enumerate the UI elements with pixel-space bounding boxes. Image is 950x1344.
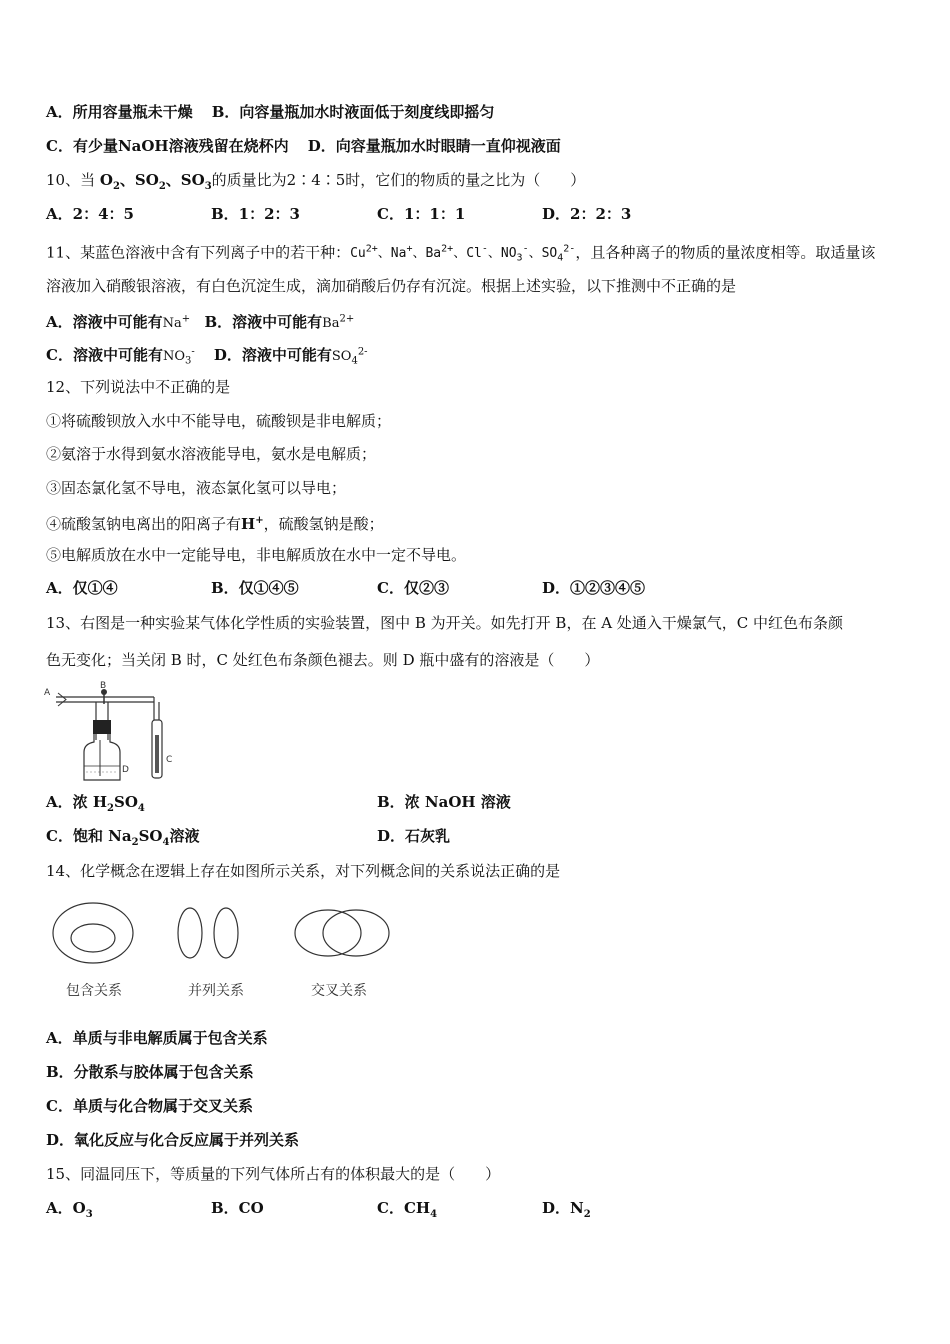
q9-option-b: B．向容量瓶加水时液面低于刻度线即摇匀 <box>211 103 495 121</box>
q14-option-b: B．分散系与胶体属于包含关系 <box>46 1063 254 1081</box>
q11-options-row-1 <box>46 310 354 334</box>
q11-option-b: B．溶液中可能有$Ba^{2+}$ <box>204 313 355 332</box>
q11-stem-pre: 11、某蓝色溶液中含有下列离子中的若干种： <box>46 243 351 262</box>
q9-options-row-1 <box>46 102 494 122</box>
q12-item-3: ③固态氯化氢不导电，液态氯化氢可以导电； <box>46 479 347 497</box>
q10-option-b: B．1：2：3 <box>211 205 300 223</box>
q10-stem-text: 的质量比为2∶4∶5时，它们的物质的量之比为（ ） <box>211 171 586 189</box>
q9-option-d: D．向容量瓶加水时眼睛一直仰视液面 <box>307 137 561 155</box>
q13-label-d: D <box>122 765 129 775</box>
q14-caption-inclusion: 包含关系 <box>66 983 122 999</box>
q13-stem-line-1: 13、右图是一种实验某气体化学性质的实验装置，图中 B 为开关。如先打开 B，在 A 处通入干燥氯气，C 中红色布条颜 <box>46 614 844 632</box>
q12-option-c: C．仅②③ <box>377 579 449 597</box>
q13-label-a: A <box>44 688 51 698</box>
q10-option-c: C．1：1：1 <box>377 205 466 223</box>
q15-option-a: A．$O_3$ <box>46 1199 93 1220</box>
q13-stem-line-2: 色无变化；当关闭 B 时，C 处红色布条颜色褪去。则 D 瓶中盛有的溶液是（ ） <box>46 651 600 669</box>
q11-stem-line-2: 溶液加入硝酸银溶液，有白色沉淀生成，滴加硝酸后仍存有沉淀。根据上述实验，以下推测中不正确的是 <box>46 277 737 295</box>
q14-caption-parallel: 并列关系 <box>188 983 244 999</box>
q14-caption-intersection: 交叉关系 <box>311 983 367 999</box>
q11-options-row-2 <box>46 343 368 372</box>
q11-option-c: C．溶液中可能有$NO_3^-$ <box>46 346 195 367</box>
q11-stem-line-1 <box>46 240 875 269</box>
q15-option-b: B．CO <box>211 1199 264 1217</box>
q14-stem: 14、化学概念在逻辑上存在如图所示关系，对下列概念间的关系说法正确的是 <box>46 862 561 880</box>
q13-option-a: A．浓 $H_2SO_4$ <box>46 793 145 814</box>
q14-option-c: C．单质与化合物属于交叉关系 <box>46 1097 253 1115</box>
q12-stem: 12、下列说法中不正确的是 <box>46 378 231 396</box>
q12-option-a: A．仅①④ <box>46 579 118 597</box>
q15-option-d: D．$N_2$ <box>542 1199 591 1220</box>
q12-item-1: ①将硫酸钡放入水中不能导电，硫酸钡是非电解质； <box>46 412 392 430</box>
q13-apparatus-figure <box>44 680 184 785</box>
q11-option-a: A．溶液中可能有Na+ <box>46 313 191 332</box>
q9-option-a: A．所用容量瓶未干燥 <box>46 103 193 121</box>
q10-option-d: D．2：2：3 <box>542 205 632 223</box>
q14-option-d: D．氧化反应与化合反应属于并列关系 <box>46 1131 300 1149</box>
q12-option-b: B．仅①④⑤ <box>211 579 299 597</box>
q11-ion-list: $Cu^{2+}$、Na+、$Ba^{2+}$、Cl-、$NO_3^-$、$SO_4^{2-}$ <box>350 244 576 264</box>
q12-item-2: ②氨溶于水得到氨水溶液能导电，氨水是电解质； <box>46 445 377 463</box>
q13-option-b: B．浓 NaOH 溶液 <box>377 793 511 811</box>
q14-relation-figure <box>44 898 404 1008</box>
q9-option-c: C．有少量NaOH溶液残留在烧杯内 <box>46 137 289 155</box>
q10-gases: $O_2$、$SO_2$、$SO_3$ <box>99 171 212 192</box>
q11-option-d: D．溶液中可能有$SO_4^{2-}$ <box>213 346 368 367</box>
q10-number: 10、当 <box>46 171 96 189</box>
q12-item-5: ⑤电解质放在水中一定能导电，非电解质放在水中一定不导电。 <box>46 546 467 564</box>
q10-option-a: A．2：4：5 <box>46 205 134 223</box>
q13-option-d: D．石灰乳 <box>377 827 451 845</box>
q14-option-a: A．单质与非电解质属于包含关系 <box>46 1029 268 1047</box>
q15-stem: 15、同温同压下，等质量的下列气体所占有的体积最大的是（ ） <box>46 1165 501 1183</box>
q15-option-c: C．$CH_4$ <box>377 1199 438 1220</box>
q13-label-b: B <box>100 681 107 691</box>
q10-stem <box>46 170 585 197</box>
q9-options-row-2 <box>46 136 561 156</box>
q12-option-d: D．①②③④⑤ <box>542 579 646 597</box>
q13-option-c: C．饱和 $Na_2SO_4$溶液 <box>46 827 200 848</box>
q12-item-4: ④硫酸氢钠电离出的阳离子有H+，硫酸氢钠是酸； <box>46 515 384 533</box>
q11-stem-post: ，且各种离子的物质的量浓度相等。取适量该 <box>575 243 876 262</box>
q13-label-c: C <box>166 755 173 765</box>
